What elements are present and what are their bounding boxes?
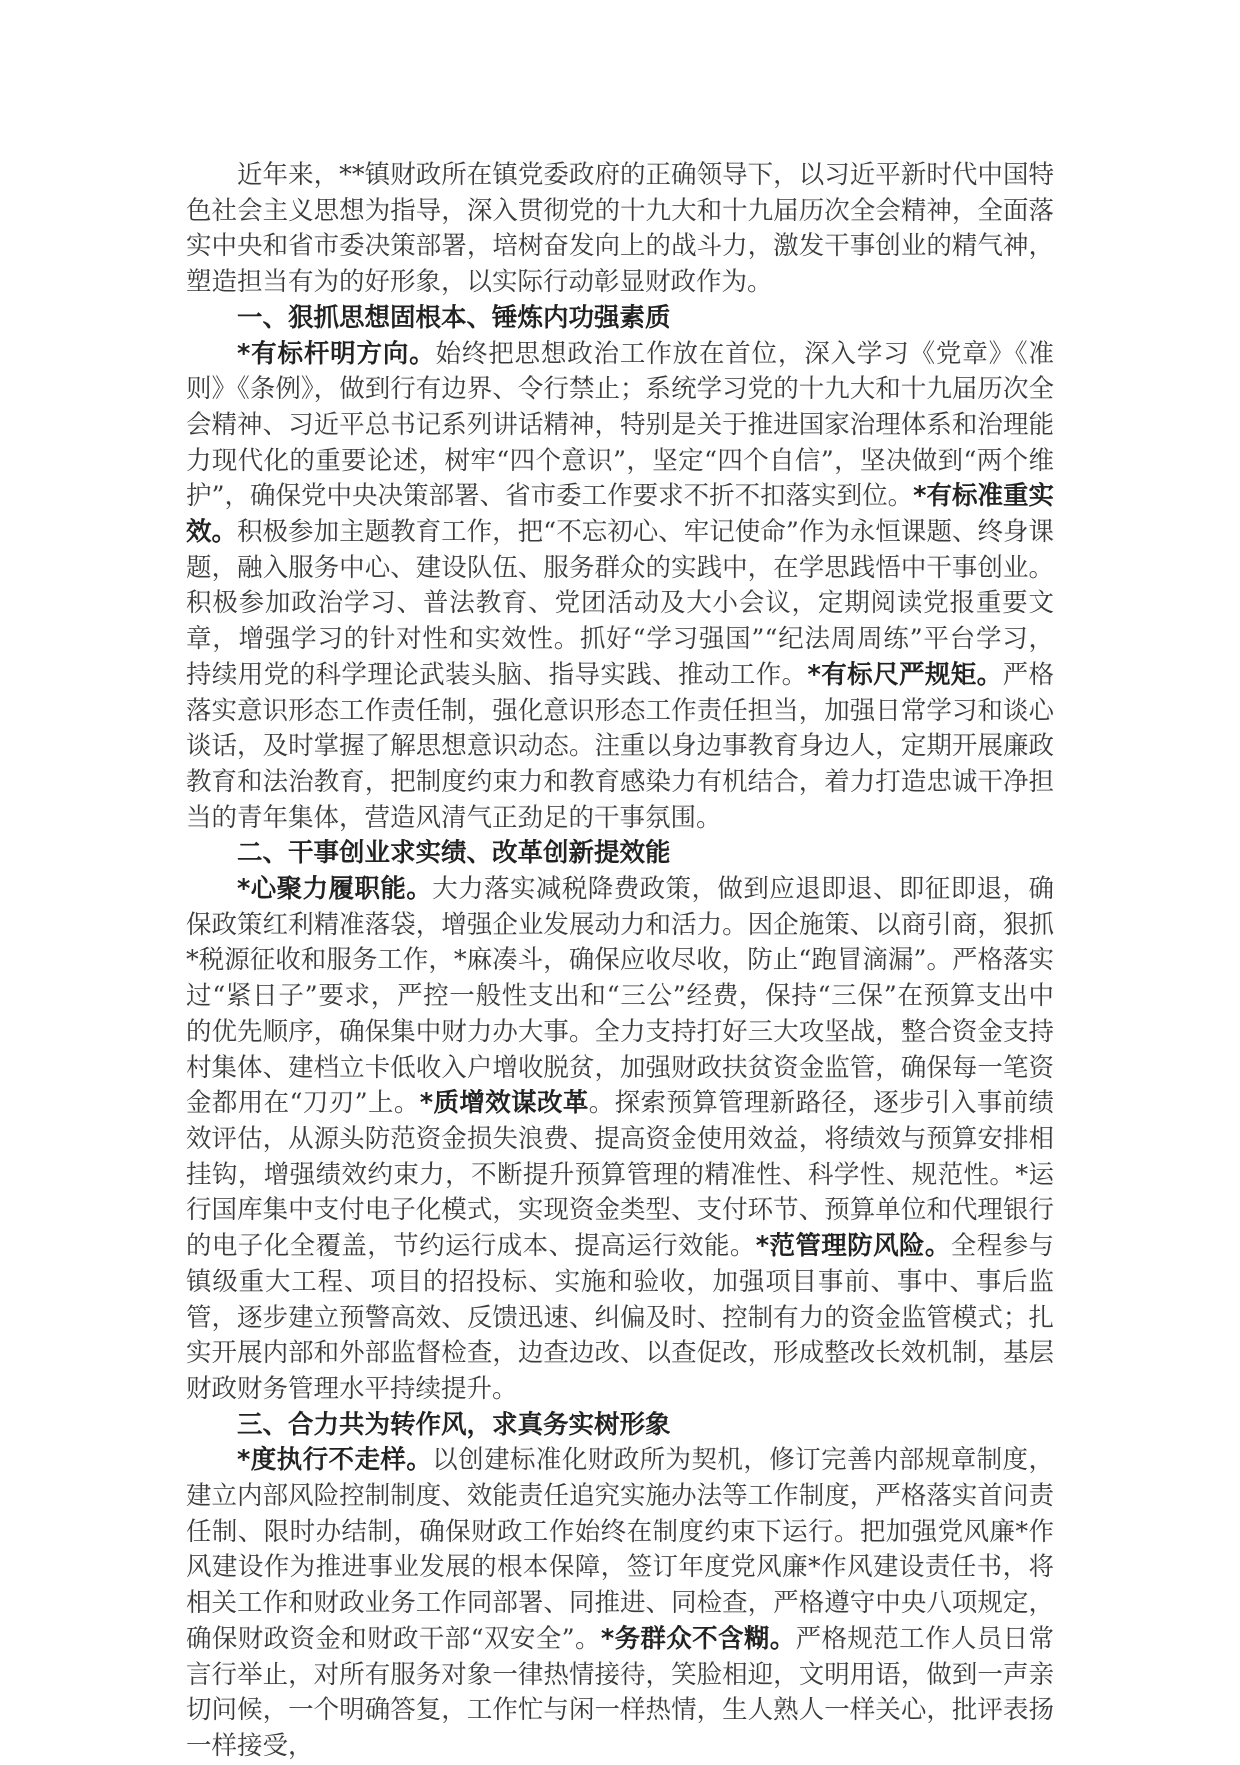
subheading: *有标准重实效。 xyxy=(186,481,1054,548)
section-1-paragraph xyxy=(186,337,1054,837)
section-1-heading: 一、狠抓思想固根本、锤炼内功强素质 xyxy=(237,302,671,333)
section-2-heading: 二、干事创业求实绩、改革创新提效能 xyxy=(237,838,671,869)
body-text: 以创建标准化财政所为契机，修订完善内部规章制度，建立内部风险控制制度、效能责任追究实施办法等工作制度，严格落实首问责任制、限时办结制，确保财政工作始终在制度约束下运行。把加强党风廉*作风建设作为推进事业发展的根本保障，签订年度党风廉*作风建设责任书，将相关工作和财政业务工作同部署、同推进、同检查，严格遵守中央八项规定，确保财政资金和财政干部“双安全”。 xyxy=(186,1445,1054,1654)
section-2-paragraph xyxy=(186,872,1054,1408)
intro-paragraph: 近年来，**镇财政所在镇党委政府的正确领导下，以习近平新时代中国特色社会主义思想为指导，深入贯彻党的十九大和十九届历次全会精神，全面落实中央和省市委决策部署，培树奋发向上的战斗力，激发干事创业的精气神，塑造担当有为的好形象，以实际行动彰显财政作为。 xyxy=(186,160,1054,298)
subheading: *质增效谋改革 xyxy=(419,1088,589,1119)
section-3-paragraph xyxy=(186,1443,1054,1764)
section-3-heading: 三、合力共为转作风，求真务实树形象 xyxy=(237,1409,671,1440)
body-text: 始终把思想政治工作放在首位，深入学习《党章》《准则》《条例》，做到行有边界、令行禁止；系统学习党的十九大和十九届历次全会精神、习近平总书记系列讲话精神，特别是关于推进国家治理体系和治理能力现代化的重要论述，树牢“四个意识”，坚定“四个自信”，坚决做到“两个维护”，确保党中央决策部署、省市委工作要求不折不扣落实到位。 xyxy=(186,338,1054,512)
document-page xyxy=(186,158,1054,1765)
subheading: *有标杆明方向。 xyxy=(237,338,436,369)
subheading: *务群众不含糊。 xyxy=(600,1623,796,1654)
body-text: 全程参与镇级重大工程、项目的招投标、实施和验收，加强项目事前、事中、事后监管，逐步建立预警高效、反馈迅速、纠偏及时、控制有力的资金监管模式；扎实开展内部和外部监督检查，边查边改、以查促改，形成整改长效机制，基层财政财务管理水平持续提升。 xyxy=(186,1231,1054,1404)
body-text: 严格规范工作人员日常言行举止，对所有服务对象一律热情接待，笑脸相迎，文明用语，做到一声亲切问候，一个明确答复，工作忙与闲一样热情，生人熟人一样关心，批评表扬一样接受， xyxy=(186,1623,1054,1761)
body-text: 大力落实减税降费政策，做到应退即退、即征即退，确保政策红利精准落袋，增强企业发展动力和活力。因企施策、以商引商，狠抓*税源征收和服务工作，*麻凑斗，确保应收尽收，防止“跑冒滴漏”。严格落实过“紧日子”要求，严控一般性支出和“三公”经费，保持“三保”在预算支出中的优先顺序，确保集中财力办大事。全力支持打好三大攻坚战，整合资金支持村集体、建档立卡低收入户增收脱贫，加强财政扶贫资金监管，确保每一笔资金都用在“刀刃”上。 xyxy=(186,874,1054,1119)
subheading: *范管理防风险。 xyxy=(755,1231,951,1262)
subheading: *度执行不走样。 xyxy=(237,1445,433,1476)
subheading: *有标尺严规矩。 xyxy=(807,659,1003,690)
body-text: 。探索预算管理新路径，逐步引入事前绩效评估，从源头防范资金损失浪费、提高资金使用效益，将绩效与预算安排相挂钩，增强绩效约束力，不断提升预算管理的精准性、科学性、规范性。*运行国库集中支付电子化模式，实现资金类型、支付环节、预算单位和代理银行的电子化全覆盖，节约运行成本、提高运行效能。 xyxy=(186,1088,1055,1262)
subheading: *心聚力履职能。 xyxy=(237,874,433,905)
body-text: 严格落实意识形态工作责任制，强化意识形态工作责任担当，加强日常学习和谈心谈话，及时掌握了解思想意识动态。注重以身边事教育身边人，定期开展廉政教育和法治教育，把制度约束力和教育感染力有机结合，着力打造忠诚干净担当的青年集体，营造风清气正劲足的干事氛围。 xyxy=(186,659,1054,833)
body-text: 积极参加主题教育工作，把“不忘初心、牢记使命”作为永恒课题、终身课题，融入服务中心、建设队伍、服务群众的实践中，在学思践悟中干事创业。积极参加政治学习、普法教育、党团活动及大小会议，定期阅读党报重要文章，增强学习的针对性和实效性。抓好“学习强国”“纪法周周练”平台学习，持续用党的科学理论武装头脑、指导实践、推动工作。 xyxy=(186,517,1054,690)
